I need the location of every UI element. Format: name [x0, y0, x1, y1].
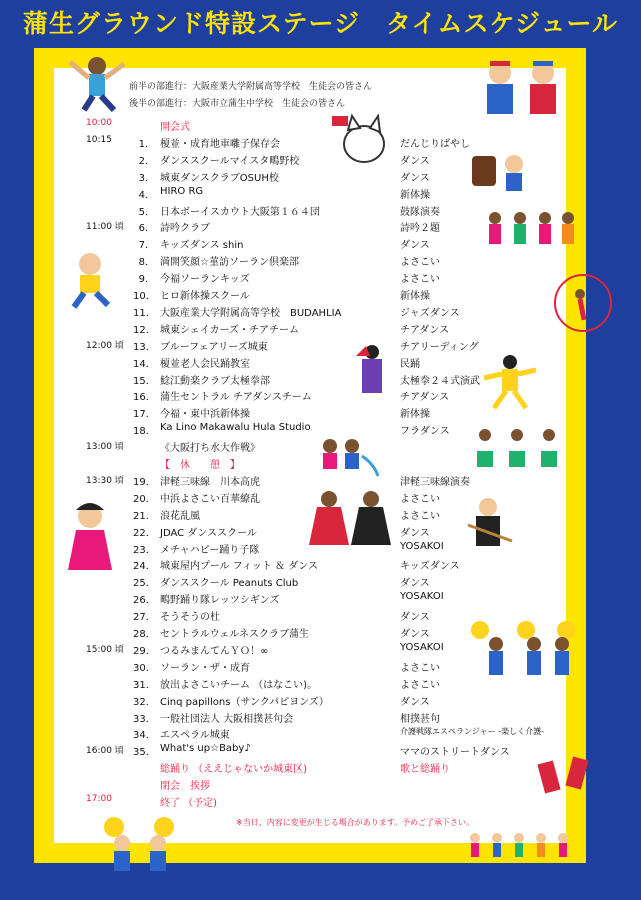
performance-category: だんじりばやし — [400, 138, 470, 150]
cheer-dancers-icon — [480, 208, 580, 268]
performance-category: 新体操 — [400, 189, 430, 201]
performer-name: 閉会 挨拶 — [160, 781, 210, 793]
performer-name: 総踊り （ええじゃないか城東区) — [160, 764, 308, 776]
performer-name: 城東シェイカーズ・チアチーム — [160, 324, 299, 336]
item-number: 13． — [133, 341, 156, 353]
item-number: 24． — [133, 561, 156, 573]
performer-name: ソーラン・ザ・成育 — [160, 662, 250, 674]
item-number: 5． — [138, 206, 155, 218]
intro-first-half: 前半の部進行：大阪産業大学附属高等学校 生徒会の皆さん — [129, 82, 373, 92]
time-label: 17:00 — [86, 794, 112, 804]
schedule-row — [0, 338, 641, 355]
time-label: 11:00 頃 — [86, 222, 124, 233]
item-number: 17． — [133, 409, 156, 421]
performance-category: YOSAKOI — [400, 591, 444, 603]
kimono-dancer-icon — [352, 342, 392, 397]
performer-name: ダンススクール Peanuts Club — [160, 578, 299, 590]
performer-name: 榎並老人会民踊教室 — [160, 358, 250, 370]
item-number: 3． — [138, 172, 155, 184]
time-label: 16:00 頃 — [86, 746, 124, 757]
performer-name: 鴫野踊り隊レッツシギンズ — [160, 595, 280, 607]
item-number: 21． — [133, 510, 156, 522]
item-number: 6． — [138, 223, 155, 235]
performer-name: 榎並・成育地車囃子保存会 — [160, 138, 280, 150]
item-number: 26． — [133, 595, 156, 607]
item-number: 30． — [133, 662, 156, 674]
performance-category: フラダンス — [400, 426, 450, 438]
performer-name: ヒロ新体操スクール — [160, 291, 250, 302]
cheerleaders-icon — [470, 620, 575, 695]
taichi-icon — [480, 352, 540, 412]
performance-category: ダンス — [400, 240, 430, 252]
performer-name: 放出よさこいチーム （はなこい)。 — [160, 679, 318, 691]
water-sprinkling-icon — [312, 436, 382, 481]
item-number: 11． — [133, 307, 156, 319]
performance-category: 民踊 — [400, 358, 420, 370]
dancer-illustration-icon — [62, 52, 132, 112]
cheer-kids-icon — [96, 815, 186, 885]
schedule-row — [0, 321, 641, 338]
performance-category: ダンス — [400, 578, 430, 590]
performance-category: よさこい — [400, 274, 440, 286]
schedule-row — [0, 135, 641, 152]
performance-category: よさこい — [400, 510, 440, 522]
time-label: 15:00 頃 — [86, 644, 124, 655]
time-label: 13:00 頃 — [86, 442, 124, 453]
schedule-row — [0, 591, 641, 608]
item-number: 16． — [133, 392, 156, 404]
performance-category: 鼓隊演奏 — [400, 206, 440, 218]
performance-category: 相撲甚句 — [400, 713, 440, 725]
performer-name: エスペラル城東 — [160, 730, 230, 742]
schedule-row — [0, 726, 641, 743]
item-number: 10． — [133, 291, 156, 302]
performance-category: ダンス — [400, 155, 430, 167]
performance-category: チアダンス — [400, 392, 450, 404]
item-number: 29． — [133, 645, 156, 657]
performer-name: 詩吟クラブ — [160, 223, 210, 235]
item-number: 28． — [133, 629, 156, 640]
performance-category: 太極拳２４式演武 — [400, 375, 480, 387]
performer-name: 大阪産業大学附属高等学校 BUDAHLIA — [160, 307, 342, 319]
performer-name: キッズダンス shin — [160, 240, 244, 252]
item-number: 9． — [138, 274, 155, 286]
item-number: 27． — [133, 612, 156, 624]
item-number: 20． — [133, 493, 156, 505]
time-label: 12:00 頃 — [86, 340, 124, 351]
schedule-row — [0, 710, 641, 727]
performer-name: 満開笑顔☆菫訪ソーラン倶楽部 — [160, 257, 299, 269]
performer-name: メチャハピー踊り子隊 — [160, 544, 260, 556]
item-number: 15． — [133, 375, 156, 387]
performer-name: 一般社団法人 大阪相撲甚句会 — [160, 713, 294, 725]
item-number: 8． — [138, 257, 155, 269]
performance-category: 詩吟２題 — [400, 223, 440, 235]
performer-name: 蒲生セントラル チアダンスチーム — [160, 392, 312, 404]
performer-name: 今福ソーランキッズ — [160, 274, 250, 286]
schedule-row — [0, 693, 641, 710]
performance-category: チアリーディング — [400, 341, 479, 353]
time-label: 13:30 頃 — [86, 475, 124, 486]
item-number: 23． — [133, 544, 156, 556]
performance-category: ダンス — [400, 696, 430, 708]
performer-name: つるみまんてんＹＯ！∞ — [160, 645, 269, 657]
item-number: 22． — [133, 527, 156, 539]
performer-name: 津軽三味線 川本高虎 — [160, 476, 260, 488]
performer-name: セントラルウェルネスクラブ蒲生 — [160, 629, 309, 640]
time-label: 10:15 — [86, 134, 112, 145]
performer-name: 《大阪打ち水大作戦》 — [160, 443, 260, 455]
festival-dancers-icon — [475, 55, 570, 120]
shamisen-player-icon — [466, 495, 516, 555]
schedule-row — [0, 169, 641, 186]
performance-category: よさこい — [400, 493, 440, 505]
performance-category: ジャズダンス — [400, 307, 460, 319]
item-number: 25． — [133, 578, 156, 590]
change-notice: ※当日、内容に変更が生じる場合があります。予めご了承下さい。 — [236, 818, 475, 827]
performance-category: ダンス — [400, 629, 430, 640]
item-number: 7． — [138, 240, 155, 252]
performance-category: YOSAKOI — [400, 641, 444, 653]
performance-category: ダンス — [400, 612, 430, 624]
taiko-drum-icon — [470, 150, 530, 195]
performer-name: 今福・東中浜新体操 — [160, 409, 250, 421]
schedule-row — [0, 405, 641, 422]
performance-category: キッズダンス — [400, 561, 460, 573]
performer-name: What's up☆Baby♪ — [160, 743, 251, 755]
performer-name: 城東屋内プール フィット ＆ ダンス — [160, 561, 319, 573]
item-number: 14． — [133, 358, 156, 370]
performer-name: HIRO RG — [160, 185, 204, 197]
performer-name: JDAC ダンススクール — [160, 527, 257, 539]
schedule-row — [0, 186, 641, 203]
performer-name: Cinq papillons（サンクパピヨンズ） — [160, 696, 329, 708]
boy-sportsman-icon — [60, 250, 125, 310]
item-number: 18． — [133, 426, 156, 438]
performer-name: 終了 （予定) — [160, 798, 218, 809]
item-number: 19． — [133, 476, 156, 488]
performance-category: よさこい — [400, 257, 440, 269]
item-number: 1． — [138, 138, 155, 150]
performance-category: ダンス — [400, 172, 430, 184]
performance-category: 歌と総踊り — [400, 764, 450, 776]
item-number: 2． — [138, 155, 155, 167]
performance-category: ダンス — [400, 527, 430, 539]
performer-name: 日本ボーイスカウト大阪第１６４団 — [160, 206, 320, 218]
performance-category: 新体操 — [400, 409, 430, 421]
performance-category: YOSAKOI — [400, 540, 444, 552]
item-number: 31． — [133, 679, 156, 691]
performer-name: 鯰江動楽クラブ太極拳部 — [160, 375, 270, 387]
performance-category: チアダンス — [400, 324, 450, 336]
item-number: 35． — [133, 747, 156, 759]
performer-name: ダンススクールマイスタ鴫野校 — [160, 155, 300, 167]
parade-kids-icon — [465, 830, 575, 865]
performer-name: 浪花乱風 — [160, 510, 200, 522]
girl-dancer-icon — [60, 500, 120, 580]
schedule-row — [0, 152, 641, 169]
item-number: 34． — [133, 730, 156, 742]
cat-clapper-icon — [330, 112, 390, 172]
performer-name: 【 休 憩 】 — [160, 460, 240, 471]
gymnast-ribbon-icon — [550, 270, 616, 336]
naruko-clappers-icon — [535, 752, 595, 812]
performer-name: Ka Lino Makawalu Hula Studio — [160, 422, 311, 434]
performance-category: よさこい — [400, 662, 440, 674]
intro-second-half: 後半の部進行：大阪市立蒲生中学校 生徒会の皆さん — [129, 99, 346, 109]
item-number: 33． — [133, 713, 156, 725]
performance-category: よさこい — [400, 679, 440, 691]
performance-category: 新体操 — [400, 291, 430, 302]
schedule-row — [0, 118, 641, 135]
yosakoi-dancers-icon — [303, 485, 398, 555]
schedule-row — [0, 355, 641, 372]
schedule-row — [0, 388, 641, 405]
performer-name: 開会式 — [160, 122, 190, 133]
schedule-row — [0, 372, 641, 389]
hula-dancers-icon — [470, 425, 565, 475]
item-number: 12． — [133, 324, 156, 336]
performance-category: ママのストリートダンス — [400, 747, 510, 759]
performance-category: 津軽三味線演奏 — [400, 476, 470, 488]
performance-category: 介護戦隊エスペランジャー -楽しく介護- — [400, 727, 544, 737]
performer-name: 城東ダンスクラブOSUH校 — [160, 172, 279, 184]
time-label: 10:00 — [86, 118, 112, 128]
item-number: 32． — [133, 696, 156, 708]
performer-name: そうそうの杜 — [160, 612, 220, 624]
performer-name: 中浜よさこい百華繚乱 — [160, 493, 260, 505]
performer-name: ブルーフェアリーズ城東 — [160, 341, 268, 353]
item-number: 4． — [138, 189, 155, 201]
page-title: 蒲生グラウンド特設ステージ タイムスケジュール — [22, 9, 618, 38]
